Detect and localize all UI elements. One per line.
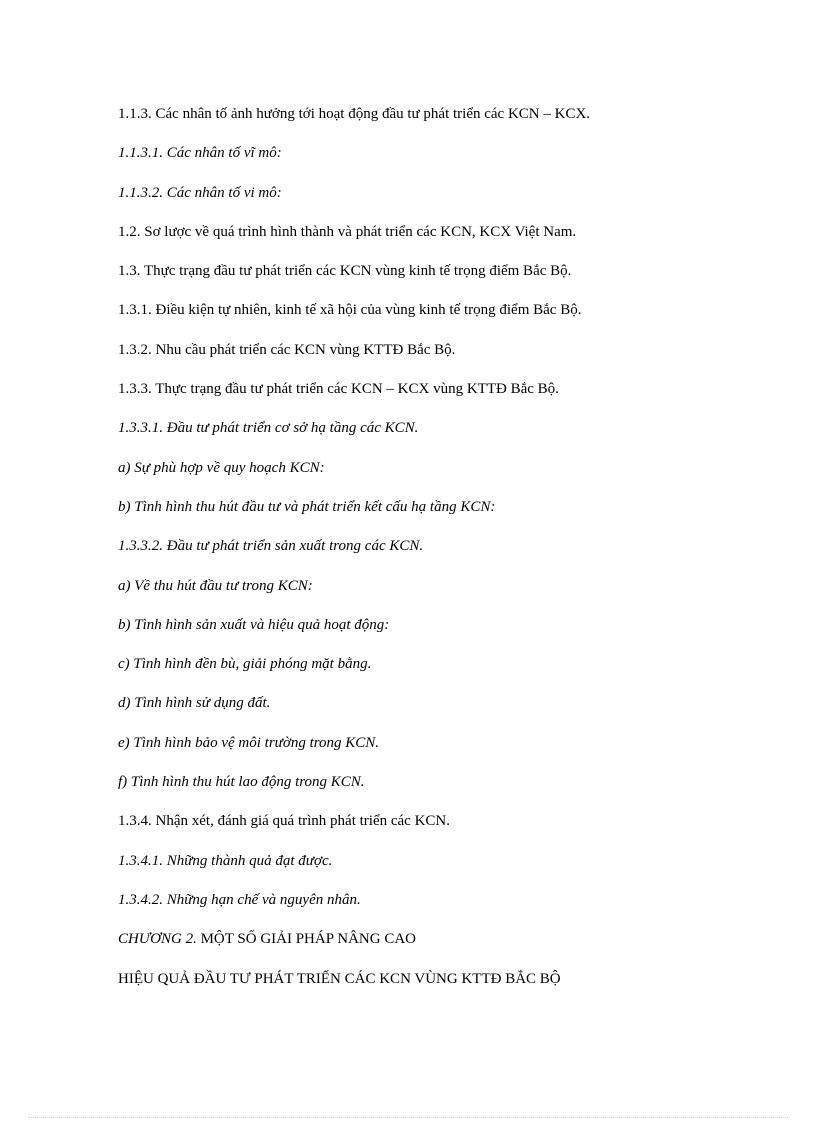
chapter-heading-line-2: HIỆU QUẢ ĐẦU TƯ PHÁT TRIỂN CÁC KCN VÙNG KTTĐ BẮC BỘ <box>118 970 561 987</box>
toc-line-1-3-3: 1.3.3. Thực trạng đầu tư phát triển các KCN – KCX vùng KTTĐ Bắc Bộ. <box>118 381 559 398</box>
toc-line-1-3-3-1: 1.3.3.1. Đầu tư phát triển cơ sở hạ tầng các KCN. <box>118 420 419 437</box>
toc-line-1-3-2: 1.3.2. Nhu cầu phát triển các KCN vùng KTTĐ Bắc Bộ. <box>118 341 456 358</box>
toc-line-1-3-3-2-f: f) Tình hình thu hút lao động trong KCN. <box>118 774 365 791</box>
toc-line-1-3-1: 1.3.1. Điều kiện tự nhiên, kinh tế xã hội của vùng kinh tế trọng điểm Bắc Bộ. <box>118 302 582 319</box>
toc-line-1-3-3-1-a: a) Sự phù hợp về quy hoạch KCN: <box>118 459 325 476</box>
toc-line-1-3-4-2: 1.3.4.2. Những hạn chế và nguyên nhân. <box>118 891 361 908</box>
toc-line-1-1-3: 1.1.3. Các nhân tố ảnh hưởng tới hoạt động đầu tư phát triển các KCN – KCX. <box>118 106 591 122</box>
toc-line-1-3-4: 1.3.4. Nhận xét, đánh giá quá trình phát triển các KCN. <box>118 813 450 830</box>
toc-line-1-1-3-1: 1.1.3.1. Các nhân tố vĩ mô: <box>118 145 282 162</box>
toc-line-1-3-3-2-d: d) Tình hình sử dụng đất. <box>118 695 271 712</box>
toc-line-1-3-3-2-b: b) Tình hình sản xuất và hiệu quả hoạt động: <box>118 616 390 633</box>
toc-line-1-1-3-2: 1.1.3.2. Các nhân tố vi mô: <box>118 184 282 201</box>
toc-line-1-3-3-2-c: c) Tình hình đền bù, giải phóng mặt bằng. <box>118 656 372 673</box>
toc-line-1-3-3-1-b: b) Tình hình thu hút đầu tư và phát triển kết cấu hạ tầng KCN: <box>118 498 496 515</box>
toc-line-1-3-3-2-e: e) Tình hình bảo vệ môi trường trong KCN. <box>118 734 380 751</box>
chapter-title-part-1: MỘT SỐ GIẢI PHÁP NÂNG CAO <box>196 931 417 948</box>
toc-line-1-3-3-2-a: a) Về thu hút đầu tư trong KCN: <box>118 577 313 594</box>
table-of-contents <box>118 103 758 1007</box>
toc-line-1-2: 1.2. Sơ lược về quá trình hình thành và phát triển các KCN, KCX Việt Nam. <box>118 223 577 240</box>
toc-line-1-3-4-1: 1.3.4.1. Những thành quả đạt được. <box>118 852 333 869</box>
chapter-prefix: CHƯƠNG 2. <box>118 931 197 948</box>
toc-line-1-3: 1.3. Thực trạng đầu tư phát triển các KCN vùng kinh tế trọng điểm Bắc Bộ. <box>118 263 572 280</box>
page-bottom-divider <box>28 1117 788 1118</box>
chapter-heading-line-1 <box>118 928 758 967</box>
toc-line-1-3-3-2: 1.3.3.2. Đầu tư phát triển sản xuất trong các KCN. <box>118 538 424 555</box>
